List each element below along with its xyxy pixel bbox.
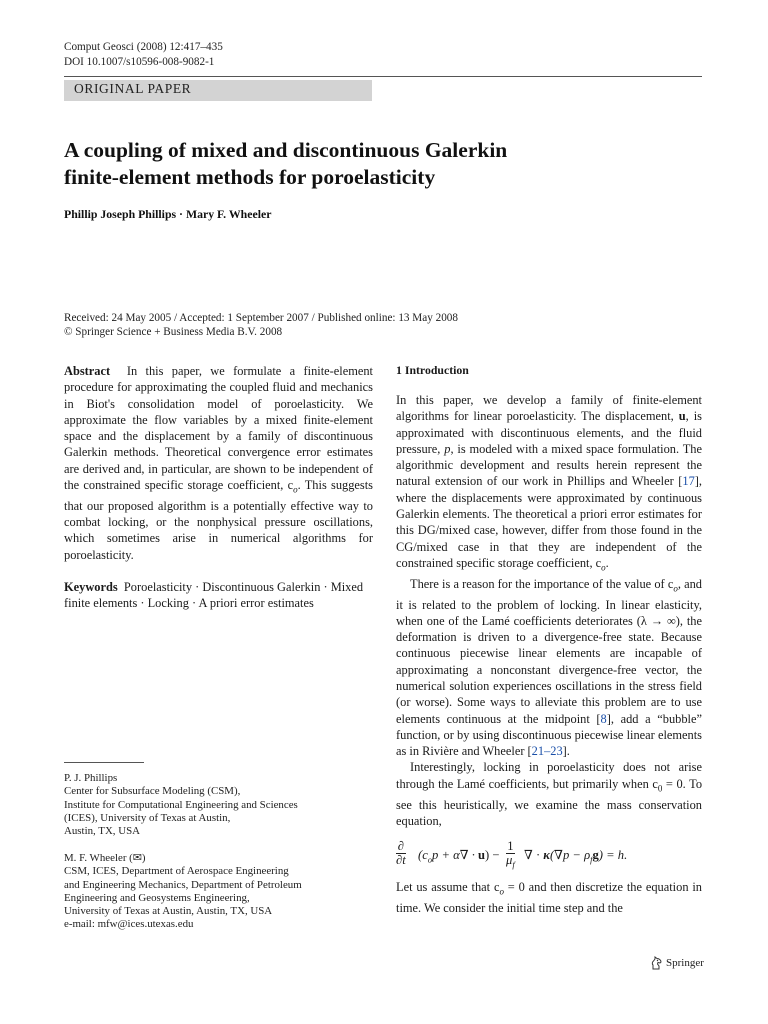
eq-partial: ∂ xyxy=(397,839,404,854)
affiliation-1-name: P. J. Phillips xyxy=(64,772,118,784)
paper-type-badge xyxy=(64,80,372,101)
eq-symbol-kappa: κ xyxy=(543,848,550,863)
abstract xyxy=(64,363,373,563)
abstract-coef-sub: o xyxy=(293,484,298,495)
eq-text-2: p + α∇ · xyxy=(432,848,478,863)
intro-paragraph-2 xyxy=(396,576,702,760)
right-column xyxy=(396,363,702,916)
mass-conservation-equation xyxy=(396,836,702,876)
abstract-text: In this paper, we formulate a finite-element procedure for approximating the coupled fluid and mechanics in Biot's consolidation model of poroelasticity. We approximate the flow variables by a mixed finite-element space and the displacement by a family of discontinuous Galerkin methods. Theoretical convergence error estimates are derived and, in particular, are shown to be independent of the constrained specific storage coefficient, c xyxy=(64,364,373,493)
publisher-name: Springer xyxy=(666,957,704,969)
citation-link-21-23[interactable]: 21–23 xyxy=(531,744,563,759)
title-line-2: finite-element methods for poroelasticity xyxy=(64,165,436,189)
affiliation-wheeler xyxy=(64,852,374,932)
affiliation-1-line-3: (ICES), University of Texas at Austin, xyxy=(64,811,231,824)
eq-viscosity-fraction xyxy=(506,840,515,872)
footnote-rule xyxy=(64,762,144,763)
eq-partial-t: ∂t xyxy=(396,853,406,868)
intro-p2-sub: o xyxy=(673,583,678,594)
eq-time-derivative xyxy=(396,840,406,867)
eq-one: 1 xyxy=(507,839,514,854)
keywords xyxy=(64,579,373,612)
intro-p4-sub: o xyxy=(499,886,504,897)
intro-paragraph-3 xyxy=(396,759,702,829)
eq-mu-symbol: μ xyxy=(506,853,513,868)
affiliation-1-line-4: Austin, TX, USA xyxy=(64,825,141,838)
symbol-p: p xyxy=(444,441,451,456)
eq-term-1 xyxy=(418,847,499,865)
email-link[interactable]: e-mail: mfw@ices.utexas.edu xyxy=(64,918,194,931)
intro-p1-text-a: In this paper, we develop a family of finite-element algorithms for linear poroelasticity. The displacement, xyxy=(396,393,702,424)
intro-p3-sub: 0 xyxy=(657,783,663,794)
section-heading-introduction: 1 Introduction xyxy=(396,363,469,377)
intro-paragraph-4 xyxy=(396,879,702,916)
affiliation-1-line-2: Institute for Computational Engineering and Sciences xyxy=(64,798,298,811)
publication-info xyxy=(64,311,458,339)
abstract-heading: Abstract xyxy=(64,364,111,378)
affiliation-phillips xyxy=(64,772,374,838)
intro-p4-text-b: = 0 and then discretize the equation in time. We consider the initial time step and the xyxy=(396,880,702,915)
paper-title xyxy=(64,137,704,191)
affiliation-1-line-1: Center for Subsurface Modeling (CSM), xyxy=(64,785,241,798)
intro-p1-text-e: . xyxy=(605,555,609,570)
eq-text-5: (∇p − ρ xyxy=(549,848,591,863)
eq-symbol-g: g xyxy=(592,848,599,863)
eq-term-2 xyxy=(524,847,627,865)
springer-knight-icon xyxy=(650,956,663,970)
symbol-u: u xyxy=(678,409,686,424)
eq-text-3: ) − xyxy=(485,848,500,863)
eq-symbol-u: u xyxy=(478,848,486,863)
dates-line: Received: 24 May 2005 / Accepted: 1 September 2007 / Published online: 13 May 2008 xyxy=(64,312,458,324)
authors: Phillip Joseph Phillips · Mary F. Wheeler xyxy=(64,207,272,221)
intro-p2-text-c: ], add a “bubble” function, or by using discontinuous piecewise linear elements as in Rivière and Wheeler [ xyxy=(396,711,702,759)
eq-rho-sub: f xyxy=(590,854,593,865)
paper-type-label: ORIGINAL PAPER xyxy=(74,81,192,96)
intro-paragraph-1 xyxy=(396,392,702,576)
intro-p2-text-a: There is a reason for the importance of the value of c xyxy=(410,576,674,591)
intro-p3-text-a: Interestingly, locking in poroelasticity does not arise through the Lamé coefficients, but primarily when c xyxy=(396,760,702,791)
eq-sub-o: o xyxy=(427,854,433,865)
affiliation-2-line-3: Engineering and Geosystems Engineering, xyxy=(64,891,250,904)
intro-p1-text-c: , is modeled with a mixed space formulation. The algorithmic development and results herein represent the natural extension of our work in Phillips and Wheeler [ xyxy=(396,441,702,489)
copyright-line: © Springer Science + Business Media B.V. 2008 xyxy=(64,326,283,338)
left-column xyxy=(64,363,373,612)
eq-mu-sub: f xyxy=(512,859,515,870)
intro-p2-text-d: ]. xyxy=(562,744,570,759)
intro-p1-text-d: ], where the displacements were approximated by continuous Galerkin elements. The theoretical a priori error estimates for this DG/mixed case, however, differ from those found in the CG/mixed case in that they are independent of the constrained specific storage coefficient, c xyxy=(396,474,702,570)
citation-link-17[interactable]: 17 xyxy=(682,474,695,489)
affiliation-2-name: M. F. Wheeler (✉) xyxy=(64,852,146,864)
intro-p4-text-a: Let us assume that c xyxy=(396,880,500,895)
intro-p3-text-b: = 0. To see this heuristically, we examine the mass conservation equation, xyxy=(396,776,703,828)
keywords-heading: Keywords xyxy=(64,580,118,595)
affiliation-2-line-1: CSM, ICES, Department of Aerospace Engineering xyxy=(64,865,289,878)
citation-link-8[interactable]: 8 xyxy=(600,711,607,726)
affiliation-2-line-2: and Engineering Mechanics, Department of Petroleum xyxy=(64,878,302,891)
intro-p2-text-b: , and it is related to the problem of locking. In linear elasticity, when one of the Lamé coefficients deteriorates (λ → ∞), the deformation is driven to a divergence-free state. Because continuous piecewise linear elements are incapable of approximating a nonconstant divergence-free vector, the numerical solution experiences oscillations in the stress field (or worse). Some ways to alleviate this problem are to use elements continuous at the midpoint [ xyxy=(396,576,702,726)
title-line-1: A coupling of mixed and discontinuous Galerkin xyxy=(64,138,508,162)
abstract-text-end: . This suggests that our proposed algorithm is a potentially effective way to combat locking, or the nonphysical pressure oscillations, which sometimes arise in numerical algorithms for poroelasticity. xyxy=(64,478,374,562)
journal-citation: Comput Geosci (2008) 12:417–435 xyxy=(64,41,223,53)
affiliation-2-line-4: University of Texas at Austin, Austin, TX, USA xyxy=(64,905,273,918)
eq-text-1: (c xyxy=(418,848,428,863)
intro-p1-sub: o xyxy=(601,562,606,573)
eq-mu xyxy=(506,854,515,872)
eq-text-4: ∇ · xyxy=(524,848,544,863)
keywords-text: Poroelasticity · Discontinuous Galerkin · Mixed finite elements · Locking · A priori error estimates xyxy=(64,580,364,611)
doi: DOI 10.1007/s10596-008-9082-1 xyxy=(64,56,215,68)
publisher-logo xyxy=(650,956,704,970)
header-rule xyxy=(64,76,702,77)
intro-p1-text-b: , is approximated with discontinuous elements, and the fluid pressure, xyxy=(396,409,702,456)
eq-text-6: ) = h. xyxy=(598,848,628,863)
